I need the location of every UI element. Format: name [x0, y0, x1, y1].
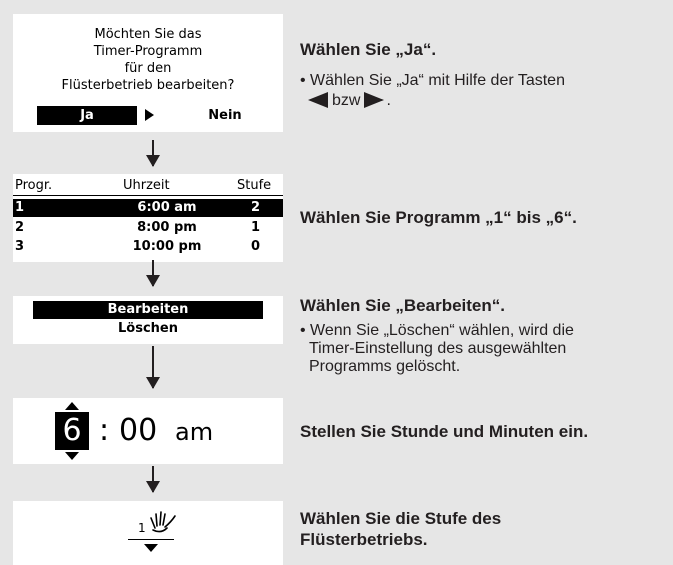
bullet-line: Timer-Einstellung des ausgewählten	[309, 340, 567, 357]
step1-question	[13, 26, 283, 94]
row-prog: 1	[15, 200, 25, 215]
row-prog: 2	[15, 220, 25, 235]
table-row[interactable]	[13, 219, 283, 237]
step5-title	[300, 508, 501, 550]
menu-edit[interactable]	[33, 301, 263, 319]
row-level: 0	[251, 239, 261, 254]
up-arrow-icon[interactable]	[65, 402, 79, 410]
option-no[interactable]	[185, 106, 265, 125]
question-line: Möchten Sie das	[94, 27, 202, 42]
step3-bullet: • Wenn Sie „Löschen“ wählen, wird die Timer-Einstellung des ausgewählten Programms gelöscht.	[300, 322, 574, 375]
hour-value: 6	[62, 413, 82, 448]
right-triangle-icon	[364, 92, 384, 108]
header-prog: Progr.	[15, 178, 53, 193]
bullet-text: Wählen Sie „Ja“ mit Hilfe der Tasten	[310, 72, 565, 89]
step5-screen	[13, 501, 283, 565]
table-row[interactable]	[13, 238, 283, 256]
row-level: 1	[251, 220, 261, 235]
option-no-label: Nein	[208, 108, 242, 123]
menu-edit-label: Bearbeiten	[107, 302, 189, 317]
row-level: 2	[251, 200, 261, 215]
step5-title-line: Flüsterbetriebs.	[300, 530, 428, 549]
step3-screen	[13, 296, 283, 344]
hour-field[interactable]	[55, 412, 89, 450]
hand-icon	[141, 506, 185, 536]
row-time: 6:00 am	[137, 200, 197, 215]
flow-arrow	[152, 466, 154, 492]
header-level: Stufe	[237, 178, 272, 193]
flow-arrow	[152, 140, 154, 166]
flow-arrow	[152, 346, 154, 388]
down-arrow-icon[interactable]	[65, 452, 79, 460]
header-time: Uhrzeit	[123, 178, 170, 193]
flow-arrow	[152, 260, 154, 286]
option-yes-label: Ja	[80, 108, 94, 123]
time-colon: :	[99, 413, 110, 448]
menu-delete-label: Löschen	[118, 321, 178, 336]
bullet-line: Programms gelöscht.	[309, 358, 461, 375]
ampm-value: am	[175, 418, 214, 446]
step5-title-line: Wählen Sie die Stufe des	[300, 509, 502, 528]
step1-title: Wählen Sie „Ja“.	[300, 40, 437, 59]
right-triangle-icon	[145, 109, 154, 121]
table-header	[13, 178, 283, 196]
bullet-mid: bzw	[332, 92, 361, 109]
bullet-suffix: .	[386, 92, 391, 109]
step4-screen	[13, 398, 283, 464]
step4-title: Stellen Sie Stunde und Minuten ein.	[300, 422, 589, 441]
level-underline	[128, 539, 174, 540]
bullet-line: Wenn Sie „Löschen“ wählen, wird die	[310, 322, 574, 339]
question-line: für den	[124, 61, 172, 76]
step2-screen	[13, 174, 283, 262]
question-line: Flüsterbetrieb bearbeiten?	[61, 78, 235, 93]
question-line: Timer-Programm	[93, 44, 203, 59]
step1-bullet: • Wählen Sie „Ja“ mit Hilfe der Tasten bzw .	[300, 72, 565, 109]
step3-title: Wählen Sie „Bearbeiten“.	[300, 296, 505, 315]
step1-screen	[13, 14, 283, 132]
level-digit: 1	[138, 521, 146, 535]
menu-delete[interactable]	[33, 320, 263, 338]
row-time: 8:00 pm	[137, 220, 197, 235]
option-yes[interactable]	[37, 106, 137, 125]
down-arrow-icon[interactable]	[144, 544, 158, 552]
row-prog: 3	[15, 239, 25, 254]
row-time: 10:00 pm	[132, 239, 202, 254]
minutes-value[interactable]: 00	[119, 413, 158, 448]
table-row[interactable]	[13, 199, 283, 217]
left-triangle-icon	[308, 92, 328, 108]
step2-title: Wählen Sie Programm „1“ bis „6“.	[300, 208, 577, 227]
